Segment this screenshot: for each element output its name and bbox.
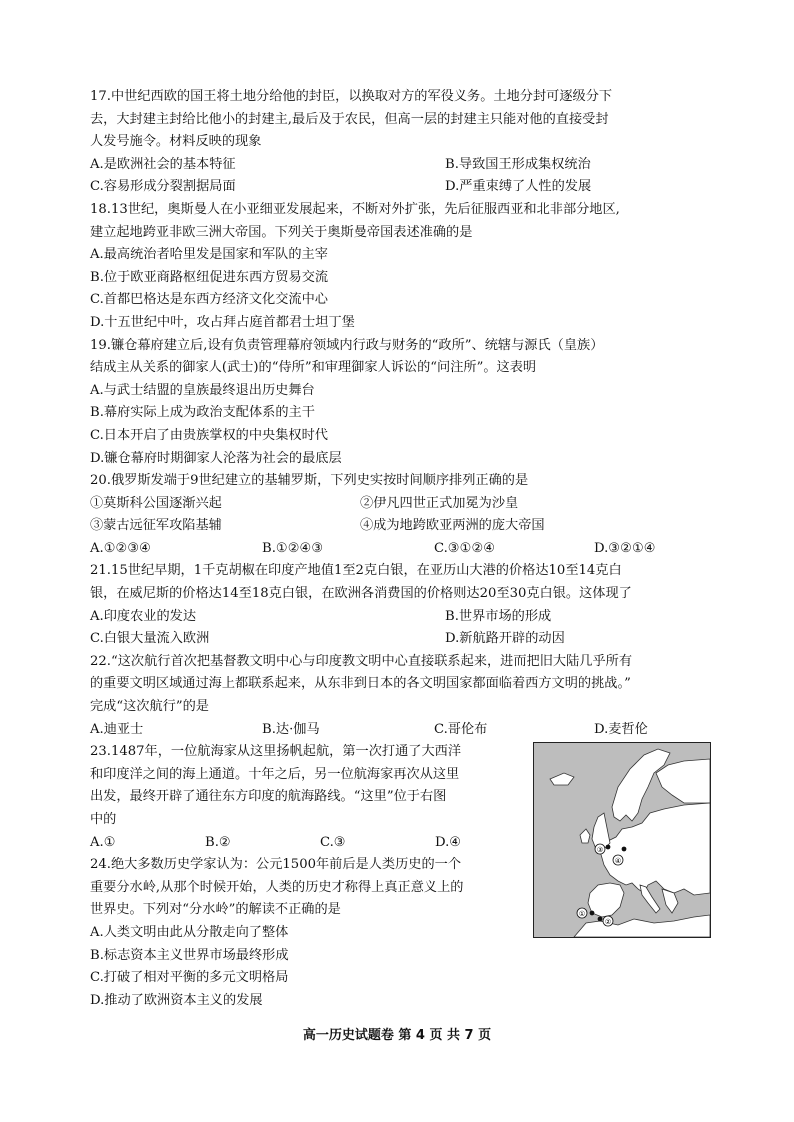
option-c: C.③①②④ [434, 540, 496, 556]
option-d: D.④ [435, 834, 462, 850]
option-c: C.哥伦布 [434, 721, 488, 737]
question-stem: 21.15世纪早期，1千克胡椒在印度产地值1至2克白银，在亚历山大港的价格达10至14克白 [90, 563, 622, 579]
option-a: A.迪亚士 [90, 721, 144, 737]
question-stem: 17.中世纪西欧的国王将土地分给他的封臣，以换取对方的军役义务。土地分封可逐级分下 [90, 89, 613, 104]
option-c: C.容易形成分裂割据局面 [90, 179, 236, 195]
option-c: C.③ [320, 834, 346, 850]
question-stem: 中的 [90, 812, 117, 827]
europe-map [533, 742, 711, 938]
option-a: A.人类文明由此从分散走向了整体 [90, 924, 289, 940]
option-a: A.① [90, 834, 116, 850]
question-stem: 建立起地跨亚非欧三洲大帝国。下列关于奥斯曼帝国表述准确的是 [90, 224, 473, 240]
question-18 [90, 199, 710, 335]
question-stem: 结成主从关系的御家人(武士)的“侍所”和审理御家人诉讼的“问注所”。这表明 [90, 360, 537, 376]
question-stem: 人发号施令。材料反映的现象 [90, 134, 262, 150]
question-stem: 20.俄罗斯发端于9世纪建立的基辅罗斯，下列史实按时间顺序排列正确的是 [90, 473, 529, 489]
question-stem: 去，大封建主封给比他小的封建主,最后及于农民，但高一层的封建主只能对他的直接受封 [90, 111, 609, 127]
option-a: A.最高统治者哈里发是国家和军队的主宰 [90, 247, 328, 263]
question-stem: 22.“这次航行首次把基督教文明中心与印度教文明中心直接联系起来，进而把旧大陆几乎所有 [90, 653, 633, 669]
svg-text:①: ① [578, 910, 586, 918]
option-d: D.麦哲伦 [594, 721, 648, 737]
question-stem: 银，在威尼斯的价格达14至18克白银，在欧洲各消费国的价格则达20至30克白银。这体现了 [90, 586, 632, 602]
question-stem: 出发，最终开辟了通往东方印度的航海路线。“这里”位于右图 [90, 789, 447, 805]
option-d: D.③②①④ [594, 540, 656, 556]
svg-text:④: ④ [614, 857, 622, 865]
question-stem: 和印度洋之间的海上通道。十年之后，另一位航海家再次从这里 [90, 766, 460, 782]
option-b: B.达·伽马 [262, 721, 320, 737]
svg-text:②: ② [604, 918, 612, 926]
question-stem: 23.1487年，一位航海家从这里扬帆起航，第一次打通了大西洋 [90, 744, 462, 760]
option-d: D.推动了欧洲资本主义的发展 [90, 992, 263, 1008]
option-c: C.日本开启了由贵族掌权的中央集权时代 [90, 427, 328, 443]
question-22 [90, 651, 710, 741]
item-1: ①莫斯科公国逐渐兴起 [90, 495, 222, 511]
question-20 [90, 470, 710, 560]
option-b: B.标志资本主义世界市场最终形成 [90, 947, 289, 963]
svg-text:③: ③ [596, 846, 604, 854]
question-stem: 的重要文明区域通过海上都联系起来，从东非到日本的各文明国家都面临着西方文明的挑战。” [90, 676, 631, 692]
option-a: A.印度农业的发达 [90, 608, 197, 624]
option-c: C.首都巴格达是东西方经济文化交流中心 [90, 292, 328, 308]
question-stem: 24.绝大多数历史学家认为：公元1500年前后是人类历史的一个 [90, 857, 462, 873]
item-2: ②伊凡四世正式加冕为沙皇 [360, 495, 519, 511]
question-stem: 世界史。下列对“分水岭”的解读不正确的是 [90, 902, 341, 918]
question-stem: 19.镰仓幕府建立后,设有负责管理幕府领域内行政与财务的“政所”、统辖与源氏（皇族） [90, 337, 604, 353]
option-a: A.与武士结盟的皇族最终退出历史舞台 [90, 382, 315, 398]
option-c: C.打破了相对平衡的多元文明格局 [90, 970, 289, 986]
option-b: B.② [205, 834, 231, 850]
option-c: C.白银大量流入欧洲 [90, 631, 210, 647]
option-d: D.新航路开辟的动因 [445, 631, 565, 647]
option-b: B.位于欧亚商路枢纽促进东西方贸易交流 [90, 269, 329, 285]
option-b: B.①②④③ [262, 540, 324, 556]
option-a: A.①②③④ [90, 540, 152, 556]
option-b: B.世界市场的形成 [445, 608, 552, 624]
question-19 [90, 335, 710, 471]
option-d: D.严重束缚了人性的发展 [445, 179, 592, 195]
question-23 [90, 741, 530, 854]
item-4: ④成为地跨欧亚两洲的庞大帝国 [360, 518, 545, 534]
option-d: D.十五世纪中叶，攻占拜占庭首都君士坦丁堡 [90, 314, 355, 330]
page-footer: 高一历史试题卷 第 4 页 共 7 页 [302, 1028, 492, 1043]
question-stem: 完成“这次航行”的是 [90, 699, 209, 715]
option-b: B.导致国王形成集权统治 [445, 156, 591, 172]
question-stem: 18.13世纪，奥斯曼人在小亚细亚发展起来，不断对外扩张，先后征服西亚和北非部分地区, [90, 201, 620, 217]
option-b: B.幕府实际上成为政治支配体系的主干 [90, 405, 315, 421]
item-3: ③蒙古远征军攻陷基辅 [90, 518, 222, 534]
question-21 [90, 560, 710, 650]
question-17 [90, 86, 710, 199]
option-d: D.镰仓幕府时期御家人沦落为社会的最底层 [90, 450, 342, 466]
question-stem: 重要分水岭,从那个时候开始，人类的历史才称得上真正意义上的 [90, 879, 464, 895]
europe-map-graphic [534, 743, 710, 937]
option-a: A.是欧洲社会的基本特征 [90, 156, 236, 172]
